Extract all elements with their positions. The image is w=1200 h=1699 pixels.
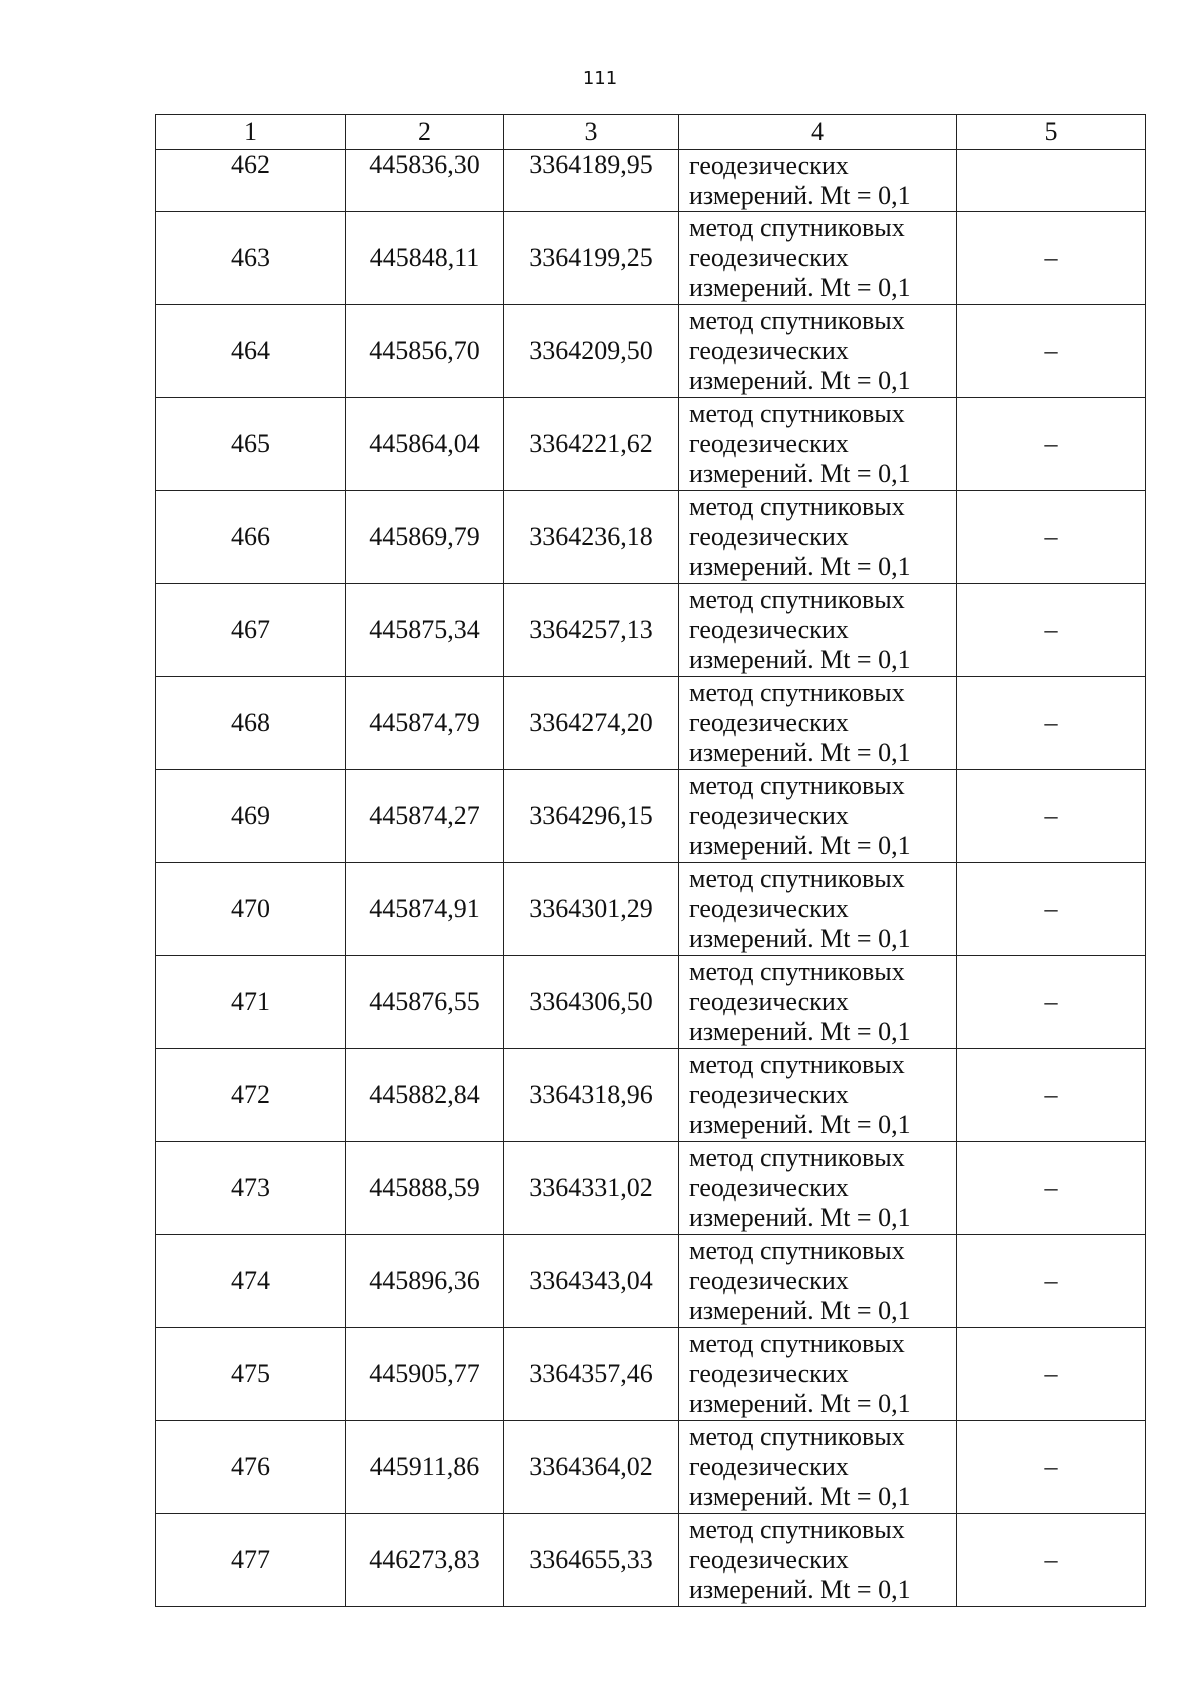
x-coordinate-cell: 445874,79 xyxy=(346,677,504,770)
method-line: геодезических xyxy=(689,336,849,365)
method-line: измерений. Mt = 0,1 xyxy=(689,738,911,767)
table-row xyxy=(156,398,1146,491)
method-cell xyxy=(679,863,957,956)
method-line: геодезических xyxy=(689,1452,849,1481)
method-line: измерений. Mt = 0,1 xyxy=(689,1575,911,1604)
table-row xyxy=(156,956,1146,1049)
table-row xyxy=(156,584,1146,677)
table-row xyxy=(156,677,1146,770)
y-coordinate-cell: 3364364,02 xyxy=(504,1421,679,1514)
table-row xyxy=(156,212,1146,305)
method-line: измерений. Mt = 0,1 xyxy=(689,459,911,488)
method-line: геодезических xyxy=(689,1080,849,1109)
x-coordinate-cell: 445869,79 xyxy=(346,491,504,584)
table-row xyxy=(156,1049,1146,1142)
point-number-cell: 467 xyxy=(156,584,346,677)
method-cell xyxy=(679,491,957,584)
table-row xyxy=(156,491,1146,584)
method-line: метод спутниковых xyxy=(689,957,905,986)
method-line: измерений. Mt = 0,1 xyxy=(689,831,911,860)
method-cell xyxy=(679,150,957,212)
x-coordinate-cell: 445882,84 xyxy=(346,1049,504,1142)
method-line: метод спутниковых xyxy=(689,771,905,800)
y-coordinate-cell: 3364189,95 xyxy=(504,150,679,212)
note-cell: – xyxy=(957,770,1146,863)
x-coordinate-cell: 445888,59 xyxy=(346,1142,504,1235)
y-coordinate-cell: 3364318,96 xyxy=(504,1049,679,1142)
y-coordinate-cell: 3364357,46 xyxy=(504,1328,679,1421)
x-coordinate-cell: 445876,55 xyxy=(346,956,504,1049)
column-header-3: 3 xyxy=(504,115,679,150)
y-coordinate-cell: 3364221,62 xyxy=(504,398,679,491)
x-coordinate-cell: 445874,91 xyxy=(346,863,504,956)
note-cell: – xyxy=(957,677,1146,770)
point-number-cell: 468 xyxy=(156,677,346,770)
method-line: метод спутниковых xyxy=(689,864,905,893)
method-line: измерений. Mt = 0,1 xyxy=(689,1296,911,1325)
method-cell xyxy=(679,305,957,398)
table-row xyxy=(156,1328,1146,1421)
page-number: 111 xyxy=(582,68,618,89)
method-line: измерений. Mt = 0,1 xyxy=(689,552,911,581)
method-line: измерений. Mt = 0,1 xyxy=(689,1482,911,1511)
header-row xyxy=(156,115,1146,150)
point-number-cell: 462 xyxy=(156,150,346,212)
point-number-cell: 470 xyxy=(156,863,346,956)
method-line: метод спутниковых xyxy=(689,1236,905,1265)
note-cell: – xyxy=(957,1049,1146,1142)
table-row xyxy=(156,150,1146,212)
point-number-cell: 463 xyxy=(156,212,346,305)
note-cell: – xyxy=(957,1142,1146,1235)
method-line: метод спутниковых xyxy=(689,306,905,335)
method-line: измерений. Mt = 0,1 xyxy=(689,1110,911,1139)
method-line: геодезических xyxy=(689,1266,849,1295)
column-header-5: 5 xyxy=(957,115,1146,150)
point-number-cell: 465 xyxy=(156,398,346,491)
x-coordinate-cell: 445874,27 xyxy=(346,770,504,863)
method-line: измерений. Mt = 0,1 xyxy=(689,1017,911,1046)
method-cell xyxy=(679,1514,957,1607)
point-number-cell: 476 xyxy=(156,1421,346,1514)
y-coordinate-cell: 3364199,25 xyxy=(504,212,679,305)
table-row xyxy=(156,305,1146,398)
note-cell: – xyxy=(957,398,1146,491)
y-coordinate-cell: 3364296,15 xyxy=(504,770,679,863)
method-cell xyxy=(679,1049,957,1142)
x-coordinate-cell: 445911,86 xyxy=(346,1421,504,1514)
method-line: геодезических xyxy=(689,801,849,830)
note-cell: – xyxy=(957,1235,1146,1328)
method-line: метод спутниковых xyxy=(689,492,905,521)
x-coordinate-cell: 445856,70 xyxy=(346,305,504,398)
note-cell xyxy=(957,150,1146,212)
y-coordinate-cell: 3364274,20 xyxy=(504,677,679,770)
method-line: метод спутниковых xyxy=(689,213,905,242)
method-cell xyxy=(679,212,957,305)
method-line: геодезических xyxy=(689,522,849,551)
table-row xyxy=(156,1142,1146,1235)
x-coordinate-cell: 445836,30 xyxy=(346,150,504,212)
method-line: метод спутниковых xyxy=(689,1050,905,1079)
method-line: метод спутниковых xyxy=(689,678,905,707)
table-header xyxy=(156,115,1146,150)
note-cell: – xyxy=(957,305,1146,398)
y-coordinate-cell: 3364257,13 xyxy=(504,584,679,677)
method-line: метод спутниковых xyxy=(689,1515,905,1544)
note-cell: – xyxy=(957,584,1146,677)
method-line: геодезических xyxy=(689,1359,849,1388)
method-cell xyxy=(679,770,957,863)
x-coordinate-cell: 445896,36 xyxy=(346,1235,504,1328)
column-header-1: 1 xyxy=(156,115,346,150)
note-cell: – xyxy=(957,1514,1146,1607)
point-number-cell: 477 xyxy=(156,1514,346,1607)
method-line: измерений. Mt = 0,1 xyxy=(689,366,911,395)
x-coordinate-cell: 445905,77 xyxy=(346,1328,504,1421)
method-line: геодезических xyxy=(689,151,849,180)
method-cell xyxy=(679,584,957,677)
table-row xyxy=(156,770,1146,863)
y-coordinate-cell: 3364343,04 xyxy=(504,1235,679,1328)
x-coordinate-cell: 445864,04 xyxy=(346,398,504,491)
method-line: метод спутниковых xyxy=(689,1143,905,1172)
method-line: геодезических xyxy=(689,1545,849,1574)
note-cell: – xyxy=(957,956,1146,1049)
y-coordinate-cell: 3364331,02 xyxy=(504,1142,679,1235)
table-body xyxy=(156,150,1146,1607)
table-row xyxy=(156,863,1146,956)
point-number-cell: 474 xyxy=(156,1235,346,1328)
column-header-2: 2 xyxy=(346,115,504,150)
y-coordinate-cell: 3364655,33 xyxy=(504,1514,679,1607)
method-line: геодезических xyxy=(689,894,849,923)
point-number-cell: 473 xyxy=(156,1142,346,1235)
method-line: геодезических xyxy=(689,987,849,1016)
method-line: метод спутниковых xyxy=(689,399,905,428)
method-cell xyxy=(679,398,957,491)
note-cell: – xyxy=(957,1328,1146,1421)
y-coordinate-cell: 3364209,50 xyxy=(504,305,679,398)
method-cell xyxy=(679,677,957,770)
x-coordinate-cell: 445848,11 xyxy=(346,212,504,305)
y-coordinate-cell: 3364306,50 xyxy=(504,956,679,1049)
note-cell: – xyxy=(957,863,1146,956)
method-cell xyxy=(679,1142,957,1235)
method-cell xyxy=(679,1421,957,1514)
method-cell xyxy=(679,1235,957,1328)
method-line: метод спутниковых xyxy=(689,1422,905,1451)
point-number-cell: 464 xyxy=(156,305,346,398)
method-line: геодезических xyxy=(689,1173,849,1202)
point-number-cell: 475 xyxy=(156,1328,346,1421)
method-line: геодезических xyxy=(689,615,849,644)
method-cell xyxy=(679,1328,957,1421)
y-coordinate-cell: 3364301,29 xyxy=(504,863,679,956)
method-line: геодезических xyxy=(689,243,849,272)
method-cell xyxy=(679,956,957,1049)
point-number-cell: 471 xyxy=(156,956,346,1049)
method-line: измерений. Mt = 0,1 xyxy=(689,181,911,210)
method-line: геодезических xyxy=(689,429,849,458)
table-row xyxy=(156,1514,1146,1607)
point-number-cell: 466 xyxy=(156,491,346,584)
method-line: геодезических xyxy=(689,708,849,737)
table-row xyxy=(156,1421,1146,1514)
coordinates-table xyxy=(155,114,1146,1607)
x-coordinate-cell: 446273,83 xyxy=(346,1514,504,1607)
method-line: измерений. Mt = 0,1 xyxy=(689,1389,911,1418)
note-cell: – xyxy=(957,212,1146,305)
note-cell: – xyxy=(957,491,1146,584)
y-coordinate-cell: 3364236,18 xyxy=(504,491,679,584)
note-cell: – xyxy=(957,1421,1146,1514)
method-line: измерений. Mt = 0,1 xyxy=(689,273,911,302)
column-header-4: 4 xyxy=(679,115,957,150)
method-line: измерений. Mt = 0,1 xyxy=(689,645,911,674)
point-number-cell: 469 xyxy=(156,770,346,863)
x-coordinate-cell: 445875,34 xyxy=(346,584,504,677)
method-line: метод спутниковых xyxy=(689,585,905,614)
table-row xyxy=(156,1235,1146,1328)
method-line: измерений. Mt = 0,1 xyxy=(689,924,911,953)
point-number-cell: 472 xyxy=(156,1049,346,1142)
method-line: измерений. Mt = 0,1 xyxy=(689,1203,911,1232)
method-line: метод спутниковых xyxy=(689,1329,905,1358)
